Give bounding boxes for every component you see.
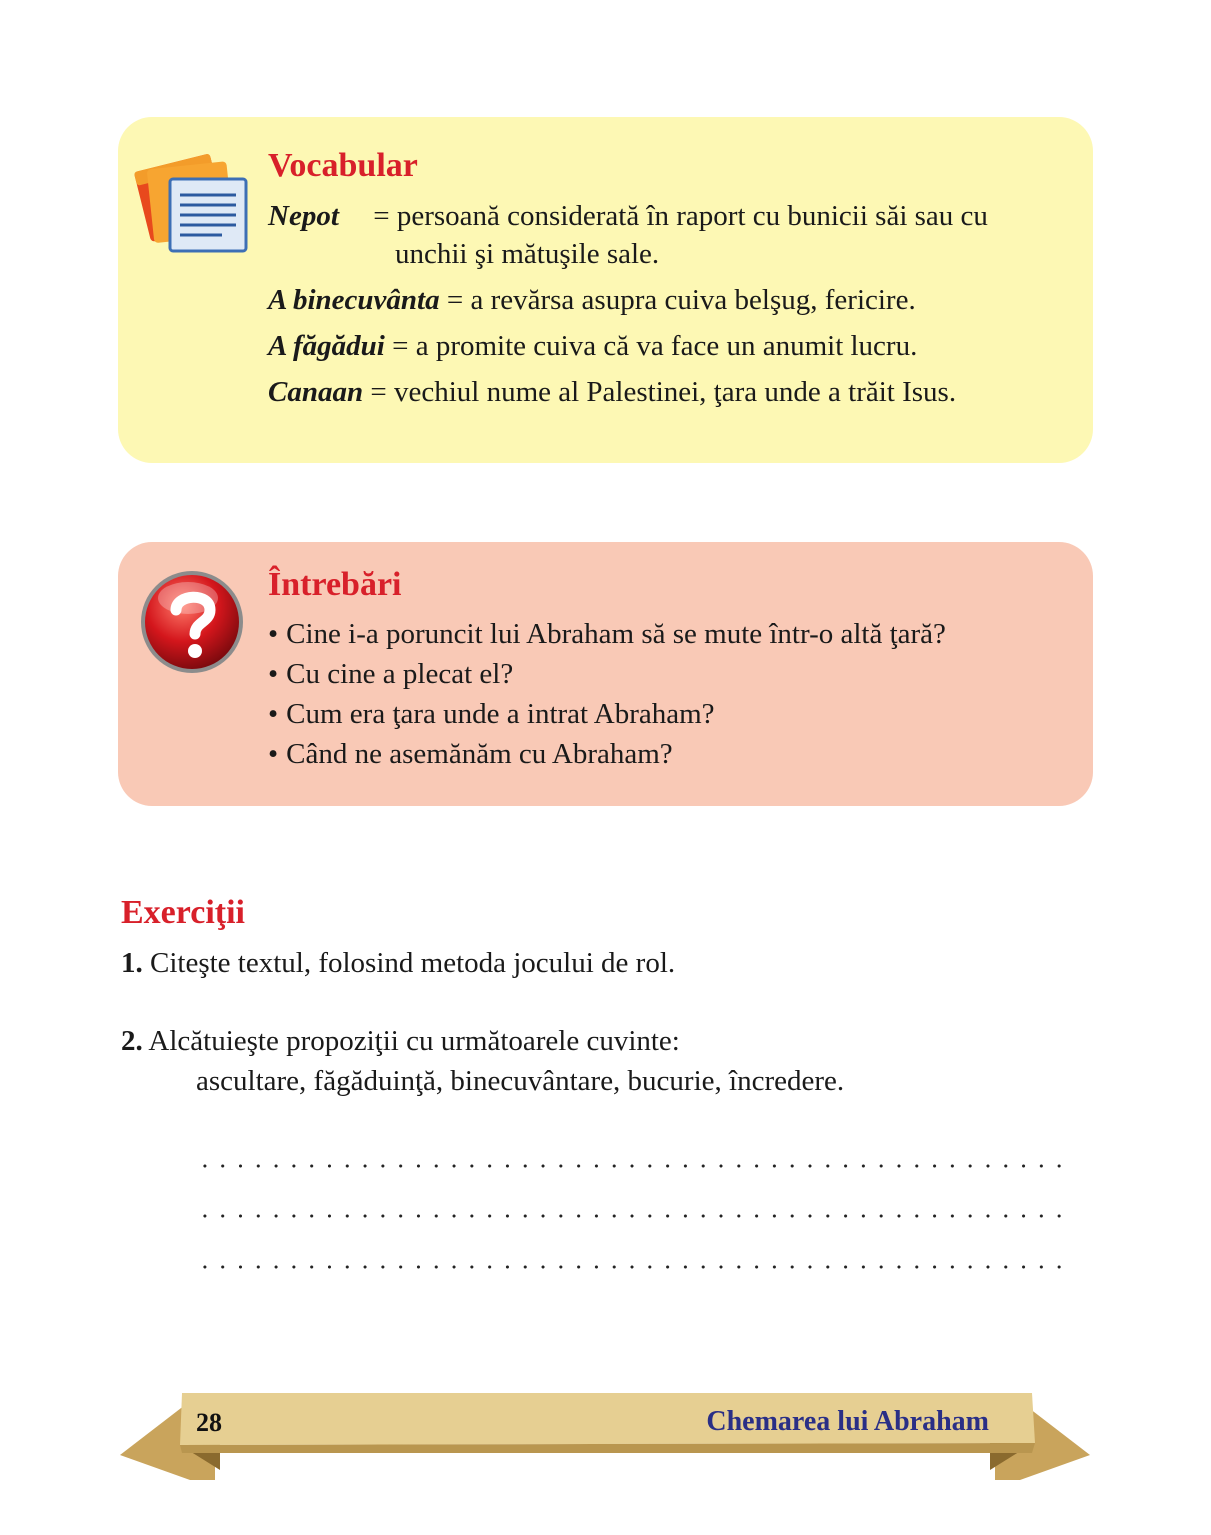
question-mark-icon	[138, 568, 246, 676]
vocabulary-box	[118, 117, 1093, 463]
vocabulary-definition-continued: unchii şi mătuşile sale.	[395, 238, 660, 270]
vocabulary-entry	[268, 327, 1078, 365]
chapter-title: Chemarea lui Abraham	[706, 1406, 989, 1437]
exercise-item	[121, 944, 675, 982]
question-item: • Cum era ţara unde a intrat Abraham?	[268, 694, 946, 734]
vocabulary-definition: = a promite cuiva că va face un anumit lucru.	[392, 330, 918, 362]
vocabulary-entry	[268, 197, 1078, 273]
vocabulary-entry	[268, 373, 1078, 411]
vocabulary-term: A făgădui	[268, 330, 385, 362]
vocabulary-term: A binecuvânta	[268, 284, 440, 316]
questions-list	[268, 614, 946, 774]
vocabulary-term: Nepot	[268, 200, 339, 232]
exercise-number: 2.	[121, 1025, 143, 1057]
vocabulary-title: Vocabular	[268, 147, 418, 184]
vocabulary-definition: = a revărsa asupra cuiva belşug, fericire.	[446, 284, 916, 316]
question-item: • Când ne asemănăm cu Abraham?	[268, 734, 946, 774]
answer-line[interactable]	[196, 1164, 1066, 1168]
questions-box	[118, 542, 1093, 806]
exercise-number: 1.	[121, 947, 143, 979]
exercise-text: Alcătuieşte propoziţii cu următoarele cuvinte:	[148, 1025, 680, 1057]
vocabulary-definition: = persoană considerată în raport cu bunicii săi sau cu	[373, 200, 988, 232]
question-item: • Cu cine a plecat el?	[268, 654, 946, 694]
vocabulary-entry	[268, 281, 1078, 319]
vocabulary-definition: = vechiul nume al Palestinei, ţara unde a trăit Isus.	[370, 376, 957, 408]
question-item: • Cine i-a poruncit lui Abraham să se mute într-o altă ţară?	[268, 614, 946, 654]
questions-title: Întrebări	[268, 566, 402, 603]
exercises-title: Exerciţii	[121, 894, 245, 931]
answer-line[interactable]	[196, 1214, 1066, 1218]
exercise-item	[121, 1022, 680, 1060]
page-number: 28	[196, 1408, 222, 1437]
exercise-text: Citeşte textul, folosind metoda jocului de rol.	[150, 947, 676, 979]
vocabulary-list	[268, 197, 1078, 419]
vocabulary-term: Canaan	[268, 376, 364, 408]
answer-line[interactable]	[196, 1265, 1066, 1269]
exercise-word-list: ascultare, făgăduinţă, binecuvântare, bucurie, încredere.	[196, 1065, 845, 1097]
documents-icon	[132, 139, 252, 257]
